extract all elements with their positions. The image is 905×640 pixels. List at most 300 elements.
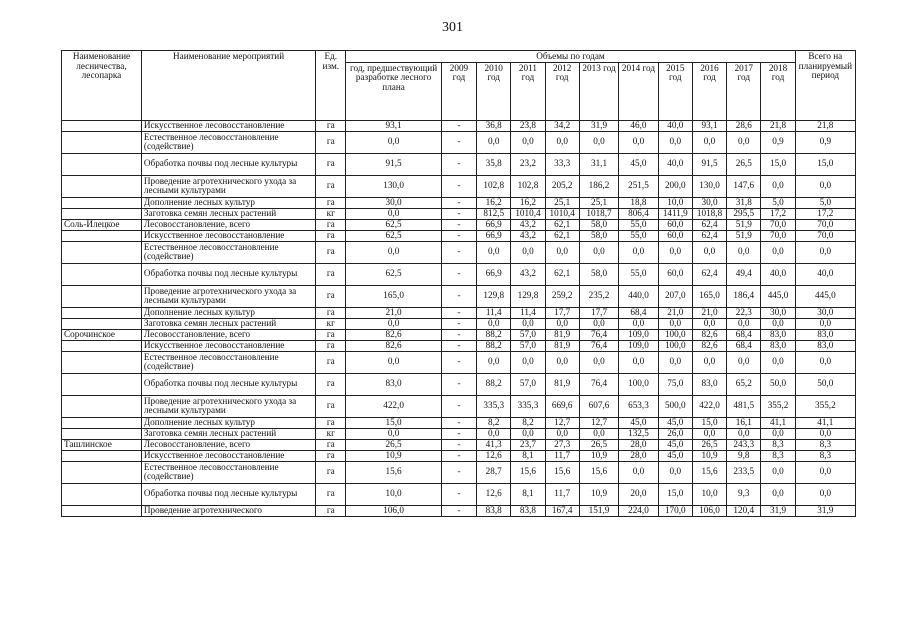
value-cell: 40,0 xyxy=(658,120,692,131)
value-cell: 0,0 xyxy=(511,318,545,329)
total-cell: 40,0 xyxy=(795,263,855,285)
value-cell: 45,0 xyxy=(619,417,658,428)
value-cell: 224,0 xyxy=(619,505,658,516)
value-cell: 51,9 xyxy=(727,230,761,241)
header-year: 2016 год xyxy=(692,62,726,120)
header-year: 2011 год xyxy=(511,62,545,120)
total-cell: 8,3 xyxy=(795,450,855,461)
table-row xyxy=(62,461,856,483)
value-cell: 0,0 xyxy=(761,461,795,483)
activity-cell: Обработка почвы под лесные культуры xyxy=(141,263,315,285)
total-cell: 0,0 xyxy=(795,318,855,329)
unit-cell: га xyxy=(316,153,346,175)
value-cell: 0,0 xyxy=(658,131,692,153)
value-cell: 10,0 xyxy=(692,483,726,505)
value-cell: 76,4 xyxy=(579,340,618,351)
value-cell: - xyxy=(441,175,476,197)
value-cell: 50,0 xyxy=(761,373,795,395)
value-cell: 15,6 xyxy=(545,461,579,483)
total-cell: 0,0 xyxy=(795,175,855,197)
value-cell: 10,9 xyxy=(579,483,618,505)
value-cell: 76,4 xyxy=(579,373,618,395)
activity-cell: Заготовка семян лесных растений xyxy=(141,208,315,219)
value-cell: 21,0 xyxy=(692,307,726,318)
value-cell: 26,5 xyxy=(692,439,726,450)
total-cell: 41,1 xyxy=(795,417,855,428)
value-cell: 55,0 xyxy=(619,263,658,285)
value-cell: 0,0 xyxy=(658,351,692,373)
value-cell: 132,5 xyxy=(619,428,658,439)
forestry-cell xyxy=(62,351,142,373)
unit-cell: га xyxy=(316,505,346,516)
total-cell: 83,0 xyxy=(795,340,855,351)
activity-cell: Дополнение лесных культур xyxy=(141,307,315,318)
value-cell: 10,9 xyxy=(346,450,441,461)
value-cell: 0,0 xyxy=(579,318,618,329)
value-cell: 0,0 xyxy=(727,351,761,373)
forestry-cell xyxy=(62,450,142,461)
total-cell: 83,0 xyxy=(795,329,855,340)
unit-cell: га xyxy=(316,175,346,197)
value-cell: 165,0 xyxy=(692,285,726,307)
value-cell: 83,8 xyxy=(477,505,511,516)
table-row xyxy=(62,208,856,219)
table-row xyxy=(62,307,856,318)
value-cell: 0,0 xyxy=(545,351,579,373)
value-cell: 41,3 xyxy=(477,439,511,450)
forestry-cell xyxy=(62,241,142,263)
table-row xyxy=(62,395,856,417)
value-cell: 91,5 xyxy=(346,153,441,175)
value-cell: 25,1 xyxy=(579,197,618,208)
forestry-cell xyxy=(62,263,142,285)
value-cell: 106,0 xyxy=(346,505,441,516)
value-cell: 83,0 xyxy=(761,340,795,351)
value-cell: 12,7 xyxy=(545,417,579,428)
table-row xyxy=(62,318,856,329)
table-row xyxy=(62,120,856,131)
value-cell: 0,0 xyxy=(511,131,545,153)
value-cell: 500,0 xyxy=(658,395,692,417)
activity-cell: Искусственное лесовосстановление xyxy=(141,450,315,461)
table-row xyxy=(62,428,856,439)
header-year: 2012 год xyxy=(545,62,579,120)
value-cell: 186,4 xyxy=(727,285,761,307)
unit-cell: га xyxy=(316,219,346,230)
activity-cell: Дополнение лесных культур xyxy=(141,417,315,428)
total-cell: 355,2 xyxy=(795,395,855,417)
value-cell: 8,3 xyxy=(761,450,795,461)
value-cell: 26,5 xyxy=(727,153,761,175)
total-cell: 0,0 xyxy=(795,483,855,505)
value-cell: 82,6 xyxy=(346,329,441,340)
table-row xyxy=(62,153,856,175)
value-cell: 1010,4 xyxy=(545,208,579,219)
unit-cell: га xyxy=(316,307,346,318)
value-cell: 243,3 xyxy=(727,439,761,450)
value-cell: 147,6 xyxy=(727,175,761,197)
activity-cell: Естественное лесовосстановление (содействие) xyxy=(141,461,315,483)
total-cell: 30,0 xyxy=(795,307,855,318)
value-cell: 0,0 xyxy=(346,131,441,153)
forestry-cell: Сорочинское xyxy=(62,329,142,340)
forestry-cell xyxy=(62,428,142,439)
unit-cell: кг xyxy=(316,318,346,329)
header-total: Всего на планируемый период xyxy=(795,51,855,121)
value-cell: 0,0 xyxy=(619,241,658,263)
value-cell: 36,8 xyxy=(477,120,511,131)
value-cell: 31,9 xyxy=(579,120,618,131)
value-cell: 0,0 xyxy=(619,131,658,153)
unit-cell: га xyxy=(316,461,346,483)
value-cell: 0,0 xyxy=(658,241,692,263)
unit-cell: кг xyxy=(316,208,346,219)
value-cell: 0,0 xyxy=(761,483,795,505)
value-cell: 259,2 xyxy=(545,285,579,307)
total-cell: 15,0 xyxy=(795,153,855,175)
value-cell: 76,4 xyxy=(579,329,618,340)
value-cell: - xyxy=(441,230,476,241)
value-cell: - xyxy=(441,307,476,318)
value-cell: 45,0 xyxy=(619,153,658,175)
table-row xyxy=(62,219,856,230)
value-cell: 15,6 xyxy=(579,461,618,483)
unit-cell: га xyxy=(316,450,346,461)
value-cell: 8,2 xyxy=(511,417,545,428)
forestry-cell xyxy=(62,318,142,329)
value-cell: 10,9 xyxy=(692,450,726,461)
value-cell: - xyxy=(441,351,476,373)
forestry-cell xyxy=(62,505,142,516)
forestry-cell xyxy=(62,153,142,175)
value-cell: 0,0 xyxy=(727,131,761,153)
value-cell: 106,0 xyxy=(692,505,726,516)
header-year: 2010 год xyxy=(477,62,511,120)
value-cell: - xyxy=(441,285,476,307)
value-cell: 0,9 xyxy=(761,131,795,153)
total-cell: 0,0 xyxy=(795,461,855,483)
table-row xyxy=(62,483,856,505)
total-cell: 0,0 xyxy=(795,351,855,373)
unit-cell: га xyxy=(316,483,346,505)
activity-cell: Лесовосстановление, всего xyxy=(141,329,315,340)
activity-cell: Дополнение лесных культур xyxy=(141,197,315,208)
value-cell: 130,0 xyxy=(346,175,441,197)
unit-cell: га xyxy=(316,395,346,417)
value-cell: 235,2 xyxy=(579,285,618,307)
value-cell: 11,4 xyxy=(477,307,511,318)
value-cell: 17,7 xyxy=(579,307,618,318)
total-cell: 445,0 xyxy=(795,285,855,307)
value-cell: - xyxy=(441,329,476,340)
value-cell: 62,5 xyxy=(346,219,441,230)
value-cell: 0,0 xyxy=(619,461,658,483)
value-cell: 1010,4 xyxy=(511,208,545,219)
value-cell: 233,5 xyxy=(727,461,761,483)
value-cell: 27,3 xyxy=(545,439,579,450)
value-cell: 8,2 xyxy=(477,417,511,428)
table-row xyxy=(62,450,856,461)
value-cell: - xyxy=(441,450,476,461)
activity-cell: Проведение агротехнического ухода за лесными культурами xyxy=(141,395,315,417)
value-cell: 1018,8 xyxy=(692,208,726,219)
value-cell: 60,0 xyxy=(658,219,692,230)
value-cell: 70,0 xyxy=(761,219,795,230)
forest-restoration-table xyxy=(61,50,856,517)
value-cell: 481,5 xyxy=(727,395,761,417)
activity-cell: Обработка почвы под лесные культуры xyxy=(141,373,315,395)
value-cell: 0,0 xyxy=(761,241,795,263)
value-cell: 5,0 xyxy=(761,197,795,208)
value-cell: 422,0 xyxy=(346,395,441,417)
value-cell: 12,7 xyxy=(579,417,618,428)
activity-cell: Лесовосстановление, всего xyxy=(141,219,315,230)
table-row xyxy=(62,329,856,340)
value-cell: 62,1 xyxy=(545,263,579,285)
value-cell: 40,0 xyxy=(761,263,795,285)
value-cell: 93,1 xyxy=(692,120,726,131)
forestry-cell xyxy=(62,483,142,505)
value-cell: 0,0 xyxy=(346,351,441,373)
value-cell: 10,9 xyxy=(579,450,618,461)
unit-cell: га xyxy=(316,230,346,241)
value-cell: 8,1 xyxy=(511,483,545,505)
value-cell: 0,0 xyxy=(545,428,579,439)
value-cell: 26,0 xyxy=(658,428,692,439)
value-cell: 151,9 xyxy=(579,505,618,516)
activity-cell: Лесовосстановление, всего xyxy=(141,439,315,450)
value-cell: 0,0 xyxy=(727,241,761,263)
total-cell: 8,3 xyxy=(795,439,855,450)
value-cell: 165,0 xyxy=(346,285,441,307)
header-activity: Наименование мероприятий xyxy=(141,51,315,121)
value-cell: 205,2 xyxy=(545,175,579,197)
header-year: 2009 год xyxy=(441,62,476,120)
value-cell: 83,0 xyxy=(761,329,795,340)
value-cell: 82,6 xyxy=(692,329,726,340)
unit-cell: га xyxy=(316,241,346,263)
value-cell: 43,2 xyxy=(511,263,545,285)
value-cell: 100,0 xyxy=(658,340,692,351)
value-cell: 0,0 xyxy=(727,318,761,329)
value-cell: 0,0 xyxy=(346,318,441,329)
value-cell: 31,9 xyxy=(761,505,795,516)
value-cell: 21,0 xyxy=(658,307,692,318)
forestry-cell xyxy=(62,307,142,318)
value-cell: - xyxy=(441,373,476,395)
table-row xyxy=(62,351,856,373)
value-cell: 12,6 xyxy=(477,483,511,505)
forestry-cell xyxy=(62,197,142,208)
value-cell: 0,0 xyxy=(346,241,441,263)
value-cell: 0,0 xyxy=(477,428,511,439)
total-cell: 21,8 xyxy=(795,120,855,131)
value-cell: 66,9 xyxy=(477,230,511,241)
table-header xyxy=(62,51,856,121)
value-cell: 0,0 xyxy=(692,318,726,329)
value-cell: 82,6 xyxy=(692,340,726,351)
value-cell: 0,0 xyxy=(761,351,795,373)
value-cell: 55,0 xyxy=(619,219,658,230)
value-cell: 25,1 xyxy=(545,197,579,208)
value-cell: 62,5 xyxy=(346,230,441,241)
total-cell: 5,0 xyxy=(795,197,855,208)
value-cell: 82,6 xyxy=(346,340,441,351)
unit-cell: га xyxy=(316,340,346,351)
value-cell: 10,0 xyxy=(658,197,692,208)
value-cell: 0,0 xyxy=(619,318,658,329)
value-cell: 10,0 xyxy=(346,483,441,505)
table-row xyxy=(62,230,856,241)
value-cell: 68,4 xyxy=(727,340,761,351)
value-cell: 9,8 xyxy=(727,450,761,461)
unit-cell: га xyxy=(316,439,346,450)
value-cell: 0,0 xyxy=(545,318,579,329)
value-cell: 0,0 xyxy=(692,131,726,153)
table-row xyxy=(62,241,856,263)
value-cell: 75,0 xyxy=(658,373,692,395)
value-cell: 23,8 xyxy=(511,120,545,131)
value-cell: 129,8 xyxy=(477,285,511,307)
value-cell: - xyxy=(441,197,476,208)
value-cell: 45,0 xyxy=(658,417,692,428)
table-row xyxy=(62,373,856,395)
value-cell: 57,0 xyxy=(511,340,545,351)
value-cell: - xyxy=(441,483,476,505)
activity-cell: Проведение агротехнического xyxy=(141,505,315,516)
value-cell: - xyxy=(441,131,476,153)
value-cell: 70,0 xyxy=(761,230,795,241)
value-cell: 170,0 xyxy=(658,505,692,516)
unit-cell: га xyxy=(316,329,346,340)
value-cell: 83,0 xyxy=(692,373,726,395)
value-cell: 0,0 xyxy=(579,241,618,263)
value-cell: 81,9 xyxy=(545,340,579,351)
value-cell: 0,0 xyxy=(761,428,795,439)
value-cell: 15,0 xyxy=(346,417,441,428)
value-cell: 186,2 xyxy=(579,175,618,197)
value-cell: 34,2 xyxy=(545,120,579,131)
value-cell: 62,5 xyxy=(346,263,441,285)
value-cell: 62,4 xyxy=(692,263,726,285)
value-cell: 440,0 xyxy=(619,285,658,307)
value-cell: 0,0 xyxy=(477,131,511,153)
value-cell: 102,8 xyxy=(477,175,511,197)
value-cell: 15,6 xyxy=(346,461,441,483)
value-cell: 62,4 xyxy=(692,219,726,230)
value-cell: 355,2 xyxy=(761,395,795,417)
forestry-cell xyxy=(62,340,142,351)
value-cell: 31,1 xyxy=(579,153,618,175)
value-cell: 68,4 xyxy=(727,329,761,340)
forestry-cell xyxy=(62,373,142,395)
value-cell: 40,0 xyxy=(658,153,692,175)
table-row xyxy=(62,175,856,197)
value-cell: 1411,9 xyxy=(658,208,692,219)
activity-cell: Естественное лесовосстановление (содействие) xyxy=(141,351,315,373)
value-cell: 23,7 xyxy=(511,439,545,450)
table-row xyxy=(62,439,856,450)
value-cell: 31,8 xyxy=(727,197,761,208)
forestry-cell xyxy=(62,230,142,241)
value-cell: - xyxy=(441,208,476,219)
value-cell: 0,0 xyxy=(579,131,618,153)
value-cell: 58,0 xyxy=(579,230,618,241)
unit-cell: кг xyxy=(316,428,346,439)
value-cell: 33,3 xyxy=(545,153,579,175)
header-year: 2017 год xyxy=(727,62,761,120)
activity-cell: Заготовка семян лесных растений xyxy=(141,428,315,439)
value-cell: 295,5 xyxy=(727,208,761,219)
value-cell: 28,0 xyxy=(619,450,658,461)
unit-cell: га xyxy=(316,285,346,307)
forestry-cell: Ташлинское xyxy=(62,439,142,450)
value-cell: 26,5 xyxy=(579,439,618,450)
header-year: 2018 год xyxy=(761,62,795,120)
value-cell: 28,7 xyxy=(477,461,511,483)
activity-cell: Проведение агротехнического ухода за лесными культурами xyxy=(141,285,315,307)
value-cell: 0,0 xyxy=(692,351,726,373)
value-cell: - xyxy=(441,263,476,285)
value-cell: 18,8 xyxy=(619,197,658,208)
value-cell: 60,0 xyxy=(658,263,692,285)
table-row xyxy=(62,505,856,516)
value-cell: 15,6 xyxy=(511,461,545,483)
value-cell: 806,4 xyxy=(619,208,658,219)
activity-cell: Искусственное лесовосстановление xyxy=(141,120,315,131)
value-cell: 0,0 xyxy=(511,351,545,373)
value-cell: 0,0 xyxy=(346,208,441,219)
value-cell: 0,0 xyxy=(545,241,579,263)
total-cell: 70,0 xyxy=(795,219,855,230)
value-cell: 0,0 xyxy=(692,241,726,263)
unit-cell: га xyxy=(316,120,346,131)
value-cell: 812,5 xyxy=(477,208,511,219)
value-cell: 88,2 xyxy=(477,373,511,395)
value-cell: 12,6 xyxy=(477,450,511,461)
forestry-cell xyxy=(62,417,142,428)
value-cell: 15,0 xyxy=(692,417,726,428)
unit-cell: га xyxy=(316,131,346,153)
activity-cell: Обработка почвы под лесные культуры xyxy=(141,483,315,505)
value-cell: 17,7 xyxy=(545,307,579,318)
value-cell: - xyxy=(441,461,476,483)
value-cell: 15,6 xyxy=(692,461,726,483)
value-cell: 120,4 xyxy=(727,505,761,516)
value-cell: 51,9 xyxy=(727,219,761,230)
value-cell: - xyxy=(441,318,476,329)
value-cell: 8,3 xyxy=(761,439,795,450)
value-cell: 22,3 xyxy=(727,307,761,318)
forestry-cell xyxy=(62,461,142,483)
value-cell: - xyxy=(441,120,476,131)
value-cell: 130,0 xyxy=(692,175,726,197)
value-cell: 35,8 xyxy=(477,153,511,175)
value-cell: 100,0 xyxy=(619,373,658,395)
value-cell: 17,2 xyxy=(761,208,795,219)
value-cell: 62,4 xyxy=(692,230,726,241)
value-cell: 55,0 xyxy=(619,230,658,241)
value-cell: 167,4 xyxy=(545,505,579,516)
page-number: 301 xyxy=(442,20,463,35)
value-cell: 66,9 xyxy=(477,263,511,285)
value-cell: 30,0 xyxy=(761,307,795,318)
table-body xyxy=(62,120,856,516)
total-cell: 0,0 xyxy=(795,428,855,439)
header-volumes: Объемы по годам xyxy=(346,51,795,63)
value-cell: - xyxy=(441,428,476,439)
value-cell: 0,0 xyxy=(692,428,726,439)
